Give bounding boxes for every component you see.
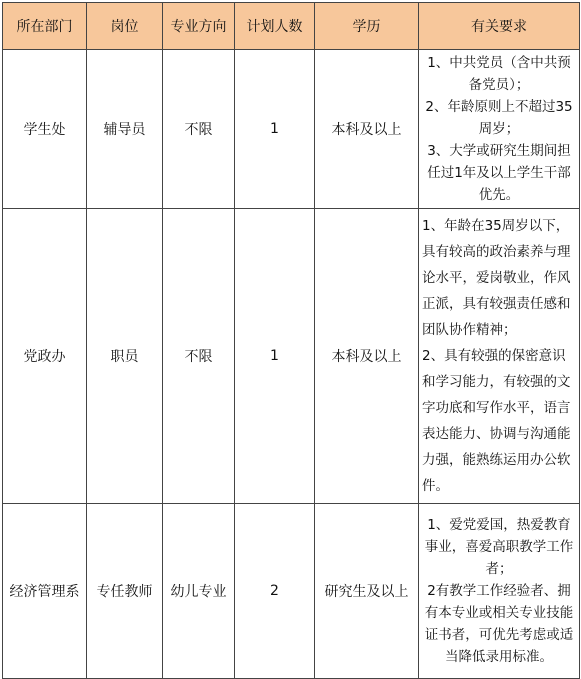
cell-dept: 经济管理系 [3,504,87,679]
requirement-item: 1、爱党爱国，热爱教育事业，喜爱高职教学工作者； [424,517,574,577]
header-row [3,3,580,50]
cell-count: 1 [235,50,315,209]
header-major: 专业方向 [163,3,235,50]
cell-requirements [419,50,580,209]
cell-major: 幼儿专业 [163,504,235,679]
header-dept: 所在部门 [3,3,87,50]
requirement-item: 2、年龄原则上不超过35周岁； [425,99,573,137]
table-row [3,50,580,209]
requirement-item: 2有教学工作经验者、拥有本专业或相关专业技能证书者，可优先考虑或适当降低录用标准。 [424,583,574,665]
recruitment-table [2,2,580,679]
requirement-item: 2、具有较强的保密意识和学习能力，有较强的文字功底和写作水平，语言表达能力、协调与沟通能力强，能熟练运用办公软件。 [422,348,571,494]
cell-count: 2 [235,504,315,679]
cell-position: 辅导员 [87,50,163,209]
requirement-item: 3、大学或研究生期间担任过1年及以上学生干部优先。 [427,143,571,203]
header-requirements: 有关要求 [419,3,580,50]
header-position: 岗位 [87,3,163,50]
header-education: 学历 [315,3,419,50]
cell-position: 专任教师 [87,504,163,679]
cell-education: 研究生及以上 [315,504,419,679]
cell-major: 不限 [163,209,235,504]
requirement-item: 1、中共党员（含中共预备党员）； [427,55,571,93]
cell-dept: 学生处 [3,50,87,209]
table-row [3,504,580,679]
table-row [3,209,580,504]
cell-requirements [419,504,580,679]
cell-position: 职员 [87,209,163,504]
cell-education: 本科及以上 [315,50,419,209]
cell-count: 1 [235,209,315,504]
cell-major: 不限 [163,50,235,209]
header-count: 计划人数 [235,3,315,50]
cell-education: 本科及以上 [315,209,419,504]
cell-dept: 党政办 [3,209,87,504]
cell-requirements [419,209,580,504]
requirement-item: 1、年龄在35周岁以下，具有较高的政治素养与理论水平，爱岗敬业，作风正派，具有较强责任感和团队协作精神； [422,218,571,338]
